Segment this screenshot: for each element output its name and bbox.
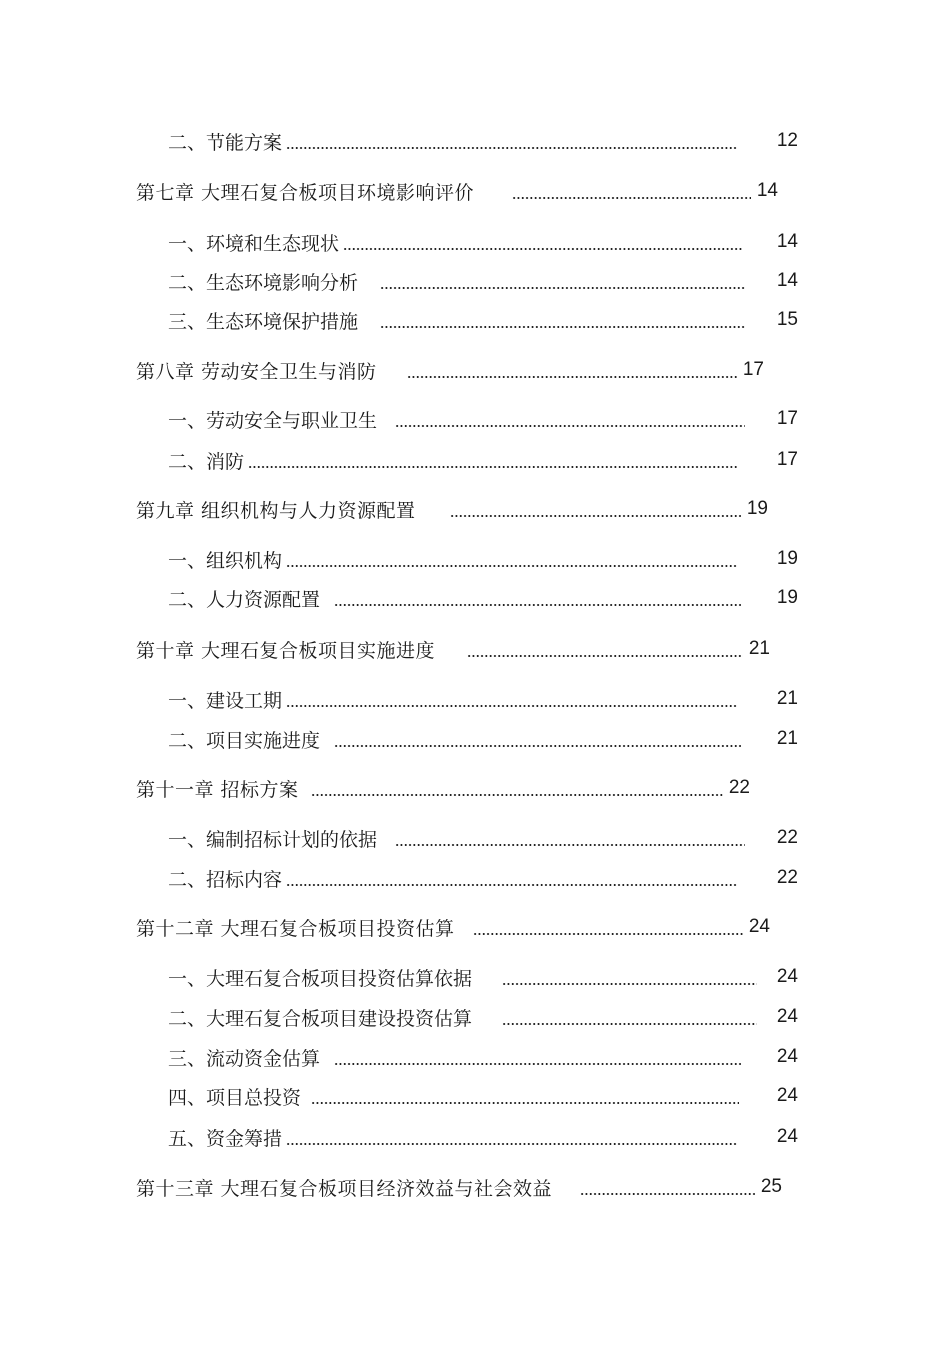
- toc-dot-leader: [286, 868, 737, 888]
- toc-entry-label: 一、编制招标计划的依据: [168, 828, 378, 851]
- toc-entry-label: 二、项目实施进度: [168, 729, 321, 752]
- toc-entry-label: 二、节能方案: [168, 131, 283, 154]
- toc-dot-leader: [380, 271, 745, 291]
- toc-entry-label: 三、流动资金估算: [168, 1047, 321, 1070]
- toc-entry[interactable]: [168, 128, 798, 154]
- toc-dot-leader: [395, 409, 745, 429]
- toc-dot-leader: [311, 778, 723, 798]
- toc-dot-leader: [450, 499, 741, 519]
- toc-entry[interactable]: [168, 686, 798, 712]
- toc-entry[interactable]: [168, 585, 798, 611]
- toc-entry-label: 第七章 大理石复合板项目环境影响评价: [136, 181, 475, 204]
- toc-entry-label: 二、消防: [168, 450, 245, 473]
- toc-entry-label: 第八章 劳动安全卫生与消防: [136, 360, 377, 383]
- toc-dot-leader: [467, 639, 743, 659]
- toc-entry-label: 四、项目总投资: [168, 1086, 302, 1109]
- toc-dot-leader: [286, 131, 737, 151]
- toc-entry-page: 24: [776, 1006, 798, 1027]
- toc-entry[interactable]: [168, 1124, 798, 1150]
- toc-dot-leader: [502, 1007, 757, 1027]
- toc-chapter-entry[interactable]: [136, 496, 768, 522]
- toc-entry-page: 17: [742, 359, 764, 380]
- toc-entry-page: 12: [776, 130, 798, 151]
- toc-chapter-entry[interactable]: [136, 178, 778, 204]
- toc-entry-label: 一、建设工期: [168, 689, 283, 712]
- toc-entry[interactable]: [168, 268, 798, 294]
- toc-entry-page: 14: [756, 180, 778, 201]
- toc-dot-leader: [334, 729, 741, 749]
- toc-entry-page: 19: [746, 498, 768, 519]
- toc-entry[interactable]: [168, 229, 798, 255]
- toc-entry[interactable]: [168, 1083, 798, 1109]
- toc-entry-label: 一、环境和生态现状: [168, 232, 340, 255]
- toc-entry-page: 19: [776, 587, 798, 608]
- toc-dot-leader: [407, 360, 737, 380]
- toc-entry[interactable]: [168, 307, 798, 333]
- toc-entry-page: 24: [776, 1126, 798, 1147]
- toc-dot-leader: [334, 588, 741, 608]
- toc-entry-label: 第十章 大理石复合板项目实施进度: [136, 639, 436, 662]
- toc-entry-label: 第十二章 大理石复合板项目投资估算: [136, 917, 455, 940]
- toc-entry-page: 19: [776, 548, 798, 569]
- toc-entry-label: 一、劳动安全与职业卫生: [168, 409, 378, 432]
- toc-entry-label: 一、大理石复合板项目投资估算依据: [168, 967, 473, 990]
- toc-entry-page: 25: [760, 1176, 782, 1197]
- toc-entry[interactable]: [168, 726, 798, 752]
- toc-entry[interactable]: [168, 825, 798, 851]
- toc-dot-leader: [502, 967, 757, 987]
- toc-entry-page: 24: [776, 1046, 798, 1067]
- toc-entry-label: 三、生态环境保护措施: [168, 310, 359, 333]
- toc-entry-page: 21: [776, 728, 798, 749]
- toc-entry-page: 24: [776, 1085, 798, 1106]
- toc-entry-label: 二、招标内容: [168, 868, 283, 891]
- toc-dot-leader: [380, 310, 745, 330]
- toc-entry-label: 第十一章 招标方案: [136, 778, 299, 801]
- toc-entry-page: 21: [748, 638, 770, 659]
- toc-dot-leader: [395, 828, 745, 848]
- toc-dot-leader: [311, 1086, 739, 1106]
- toc-entry-label: 第九章 组织机构与人力资源配置: [136, 499, 416, 522]
- toc-entry-label: 第十三章 大理石复合板项目经济效益与社会效益: [136, 1177, 553, 1200]
- toc-dot-leader: [473, 917, 743, 937]
- toc-entry[interactable]: [168, 546, 798, 572]
- toc-dot-leader: [512, 181, 751, 201]
- toc-chapter-entry[interactable]: [136, 775, 750, 801]
- toc-entry-page: 22: [776, 867, 798, 888]
- toc-entry-page: 14: [776, 231, 798, 252]
- toc-entry-page: 15: [776, 309, 798, 330]
- toc-dot-leader: [286, 549, 737, 569]
- toc-dot-leader: [286, 689, 737, 709]
- toc-entry[interactable]: [168, 865, 798, 891]
- toc-dot-leader: [580, 1177, 755, 1197]
- toc-entry-page: 14: [776, 270, 798, 291]
- toc-entry-label: 一、组织机构: [168, 549, 283, 572]
- toc-entry-page: 21: [776, 688, 798, 709]
- toc-chapter-entry[interactable]: [136, 1174, 782, 1200]
- toc-dot-leader: [286, 1127, 737, 1147]
- toc-chapter-entry[interactable]: [136, 914, 770, 940]
- toc-entry-page: 17: [776, 449, 798, 470]
- toc-entry-label: 二、大理石复合板项目建设投资估算: [168, 1007, 473, 1030]
- toc-chapter-entry[interactable]: [136, 357, 764, 383]
- toc-entry[interactable]: [168, 406, 798, 432]
- toc-chapter-entry[interactable]: [136, 636, 770, 662]
- toc-entry-label: 二、生态环境影响分析: [168, 271, 359, 294]
- toc-entry-label: 五、资金筹措: [168, 1127, 283, 1150]
- toc-entry-page: 22: [728, 777, 750, 798]
- toc-entry-page: 24: [776, 966, 798, 987]
- toc-dot-leader: [343, 232, 743, 252]
- toc-entry[interactable]: [168, 964, 798, 990]
- toc-entry[interactable]: [168, 447, 798, 473]
- toc-entry-page: 22: [776, 827, 798, 848]
- toc-dot-leader: [334, 1047, 741, 1067]
- toc-entry[interactable]: [168, 1004, 798, 1030]
- toc-entry-page: 17: [776, 408, 798, 429]
- toc-entry-page: 24: [748, 916, 770, 937]
- toc-dot-leader: [248, 450, 737, 470]
- toc-entry-label: 二、人力资源配置: [168, 588, 321, 611]
- toc-entry[interactable]: [168, 1044, 798, 1070]
